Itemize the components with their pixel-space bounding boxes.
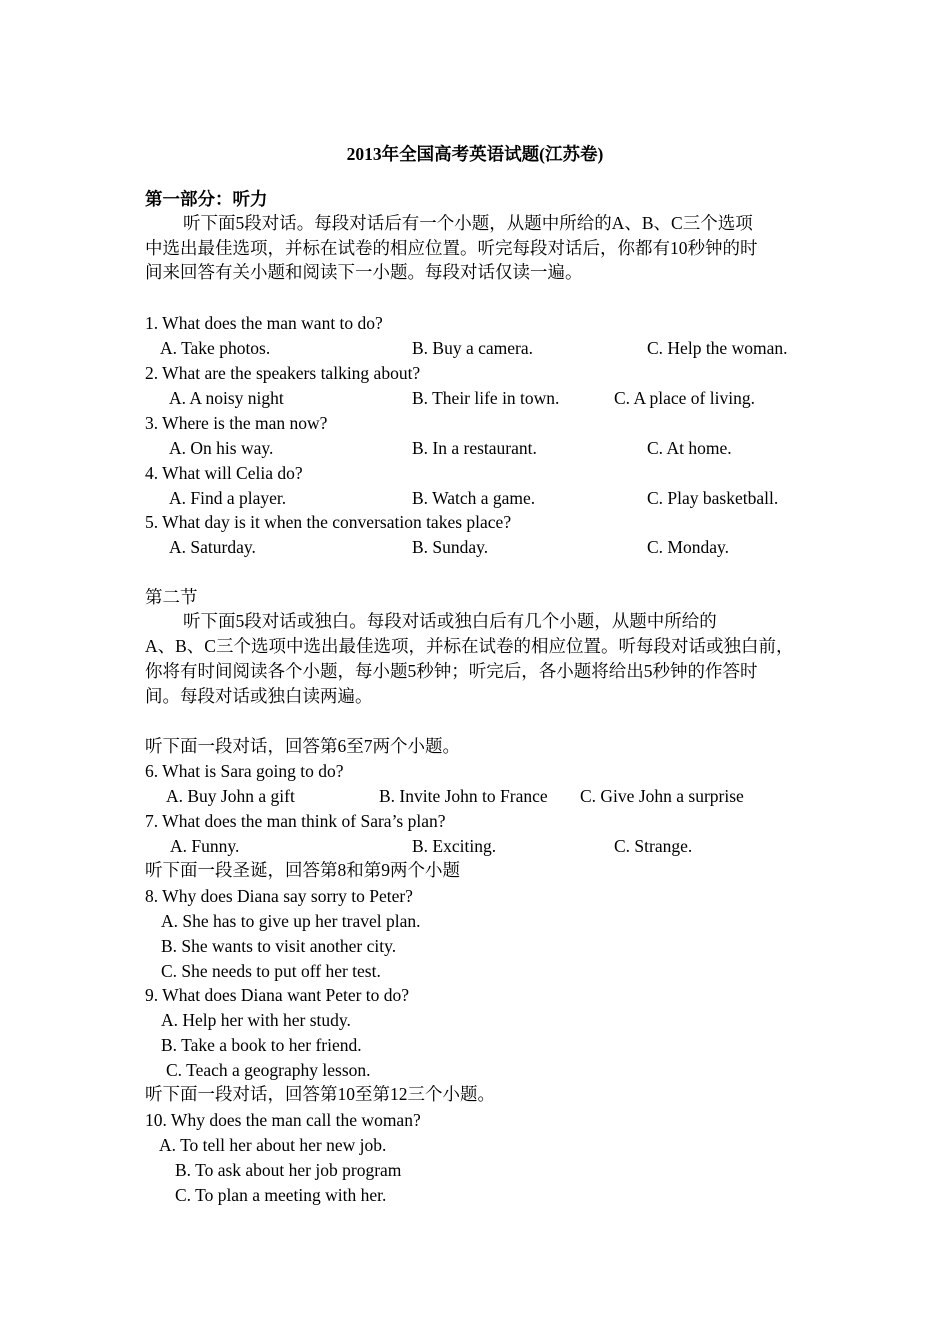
q4-option-c: C. Play basketball.: [647, 488, 779, 508]
q1-option-b: B. Buy a camera.: [412, 338, 533, 358]
question-5: 5. What day is it when the conversation takes place?: [145, 512, 512, 532]
question-1: 1. What does the man want to do?: [145, 313, 383, 333]
question-3: 3. Where is the man now?: [145, 413, 328, 433]
q7-option-b: B. Exciting.: [412, 836, 497, 856]
q5-option-a: A. Saturday.: [169, 537, 256, 557]
question-9: 9. What does Diana want Peter to do?: [145, 985, 410, 1005]
q9-option-b: B. Take a book to her friend.: [161, 1035, 362, 1055]
intro-6-7: 听下面一段对话，回答第6至7两个小题。: [145, 736, 460, 756]
q4-option-b: B. Watch a game.: [412, 488, 536, 508]
part2-instructions-line2: A、B、C三个选项中选出最佳选项，并标在试卷的相应位置。听每段对话或独白前，: [145, 636, 794, 656]
intro-8-9: 听下面一段圣诞，回答第8和第9两个小题: [145, 860, 460, 880]
q4-option-a: A. Find a player.: [169, 488, 287, 508]
part1-instructions-line2: 中选出最佳选项，并标在试卷的相应位置。听完每段对话后，你都有10秒钟的时: [145, 238, 758, 258]
part2-instructions-line4: 间。每段对话或独白读两遍。: [145, 686, 373, 706]
q7-option-a: A. Funny.: [170, 836, 240, 856]
q9-option-c: C. Teach a geography lesson.: [166, 1060, 371, 1080]
part1-heading: 第一部分：听力: [145, 189, 268, 209]
q6-option-b: B. Invite John to France: [379, 786, 548, 806]
q2-option-c: C. A place of living.: [614, 388, 755, 408]
q10-option-b: B. To ask about her job program: [175, 1160, 402, 1180]
q3-option-c: C. At home.: [647, 438, 732, 458]
q8-option-b: B. She wants to visit another city.: [161, 936, 397, 956]
question-10: 10. Why does the man call the woman?: [145, 1110, 421, 1130]
q1-option-c: C. Help the woman.: [647, 338, 788, 358]
q2-option-b: B. Their life in town.: [412, 388, 560, 408]
q10-option-a: A. To tell her about her new job.: [159, 1135, 387, 1155]
q8-option-a: A. She has to give up her travel plan.: [161, 911, 421, 931]
part1-instructions-line1: 听下面5段对话。每段对话后有一个小题，从题中所给的A、B、C三个选项: [183, 213, 753, 233]
question-7: 7. What does the man think of Sara’s plan?: [145, 811, 446, 831]
part2-heading: 第二节: [145, 587, 198, 607]
q2-option-a: A. A noisy night: [169, 388, 284, 408]
question-2: 2. What are the speakers talking about?: [145, 363, 421, 383]
question-8: 8. Why does Diana say sorry to Peter?: [145, 886, 413, 906]
q10-option-c: C. To plan a meeting with her.: [175, 1185, 387, 1205]
document-title: 2013年全国高考英语试题(江苏卷): [346, 144, 604, 164]
question-6: 6. What is Sara going to do?: [145, 761, 344, 781]
q5-option-b: B. Sunday.: [412, 537, 489, 557]
q3-option-a: A. On his way.: [169, 438, 274, 458]
q7-option-c: C. Strange.: [614, 836, 693, 856]
q5-option-c: C. Monday.: [647, 537, 729, 557]
q6-option-a: A. Buy John a gift: [166, 786, 295, 806]
q8-option-c: C. She needs to put off her test.: [161, 961, 381, 981]
q9-option-a: A. Help her with her study.: [161, 1010, 351, 1030]
q1-option-a: A. Take photos.: [160, 338, 271, 358]
part2-instructions-line1: 听下面5段对话或独白。每段对话或独白后有几个小题，从题中所给的: [183, 611, 717, 631]
q6-option-c: C. Give John a surprise: [580, 786, 744, 806]
question-4: 4. What will Celia do?: [145, 463, 303, 483]
intro-10-12: 听下面一段对话，回答第10至第12三个小题。: [145, 1084, 495, 1104]
part1-instructions-line3: 间来回答有关小题和阅读下一小题。每段对话仅读一遍。: [145, 262, 583, 282]
q3-option-b: B. In a restaurant.: [412, 438, 537, 458]
part2-instructions-line3: 你将有时间阅读各个小题，每小题5秒钟；听完后，各小题将给出5秒钟的作答时: [145, 661, 758, 681]
